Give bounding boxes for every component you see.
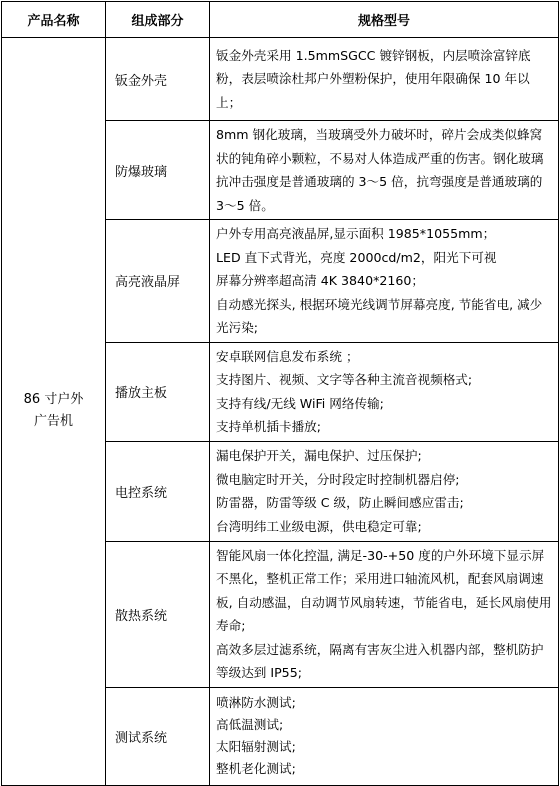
- spec-line: 台湾明纬工业级电源，供电稳定可靠;: [216, 518, 422, 534]
- component-name: 测试系统: [106, 687, 210, 785]
- spec-line: 安卓联网信息发布系统 ；: [216, 348, 359, 364]
- spec-cell: [210, 687, 559, 785]
- spec-cell: [210, 441, 559, 541]
- spec-line: 高低温测试;: [216, 717, 284, 732]
- header-spec: 规格型号: [210, 2, 559, 38]
- spec-line: 8mm 钢化玻璃，当玻璃受外力破坏时，碎片会成类似蜂窝状的钝角碎小颗粒，不易对人体造成严重的伤害。钢化玻璃抗冲击强度是普通玻璃的 3～5 倍，抗弯强度是普通玻璃的 3～5 倍。: [216, 127, 544, 213]
- spec-line: 微电脑定时开关，分时段定时控制机器启停;: [216, 471, 460, 487]
- component-name: 钣金外壳: [106, 38, 210, 121]
- product-name-line1: 86 寸户外: [23, 392, 84, 408]
- spec-line: 太阳辐射测试;: [216, 739, 296, 754]
- spec-line: 漏电保护开关，漏电保护、过压保护;: [216, 448, 422, 463]
- spec-line: 户外专用高亮液晶屏,显示面积 1985*1055mm；: [216, 226, 496, 241]
- spec-line: 钣金外壳采用 1.5mmSGCC 镀锌钢板，内层喷涂富锌底粉，表层喷涂杜邦户外塑粉保护，使用年限确保 10 年以上；: [216, 47, 531, 110]
- spec-line: 支持单机插卡播放;: [216, 419, 321, 434]
- component-name: 高亮液晶屏: [106, 220, 210, 343]
- component-name: 散热系统: [106, 541, 210, 687]
- header-row: [2, 2, 559, 38]
- product-name-line2: 广告机: [33, 414, 73, 430]
- spec-line: 支持图片、视频、文字等各种主流音视频格式;: [216, 372, 473, 387]
- spec-cell: [210, 38, 559, 121]
- spec-line: 智能风扇一体化控温, 满足-30-+50 度的户外环境下显示屏不黑化，整机正常工作；采用进口轴流风机，配套风扇调速板, 自动感温，自动调节风扇转速，节能省电，延长风扇使用寿命;: [216, 547, 552, 633]
- spec-cell: [210, 121, 559, 220]
- table-row: [2, 38, 559, 121]
- spec-cell: [210, 342, 559, 441]
- component-name: 电控系统: [106, 441, 210, 541]
- spec-cell: [210, 541, 559, 687]
- spec-line: 自动感光探头, 根据环境光线调节屏幕亮度, 节能省电, 减少光污染;: [216, 296, 543, 335]
- spec-line: 喷淋防水测试;: [216, 695, 296, 710]
- spec-line: 防雷器，防雷等级 C 级，防止瞬间感应雷击;: [216, 495, 464, 510]
- spec-line: LED 直下式背光，亮度 2000cd/m2，阳光下可视: [216, 249, 497, 265]
- component-name: 播放主板: [106, 342, 210, 441]
- spec-line: 屏幕分辨率超高清 4K 3840*2160；: [216, 273, 425, 288]
- spec-line: 整机老化测试;: [216, 761, 296, 776]
- product-name-cell: [2, 38, 106, 786]
- spec-line: 高效多层过滤系统，隔离有害灰尘进入机器内部，整机防护等级达到 IP55;: [216, 641, 544, 680]
- component-name: 防爆玻璃: [106, 121, 210, 220]
- header-product-name: 产品名称: [2, 2, 106, 38]
- spec-table: [1, 1, 559, 786]
- header-component: 组成部分: [106, 2, 210, 38]
- spec-cell: [210, 220, 559, 343]
- spec-line: 支持有线/无线 WiFi 网络传输;: [216, 395, 384, 411]
